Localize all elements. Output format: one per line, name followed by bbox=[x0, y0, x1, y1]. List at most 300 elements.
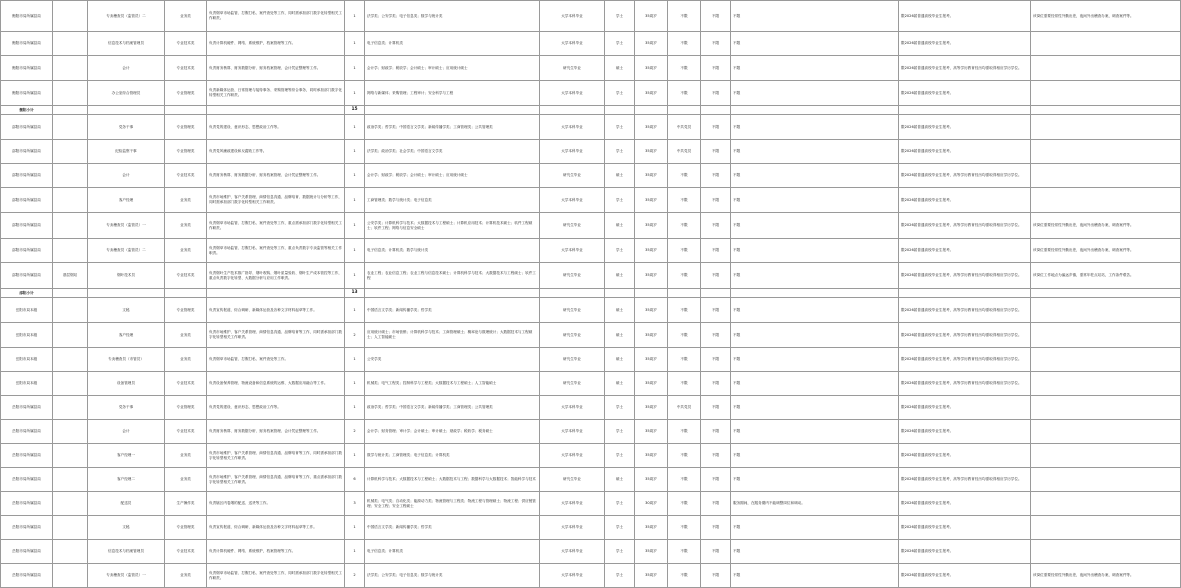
table-row bbox=[1, 263, 1181, 289]
cell-politics: 不限 bbox=[668, 348, 701, 372]
cell-other-req: 不限 bbox=[701, 81, 731, 106]
cell-other-req: 不限 bbox=[701, 492, 731, 516]
cell-other-req: 不限 bbox=[701, 372, 731, 396]
cell-age: 35周岁 bbox=[635, 188, 668, 213]
cell-politics: 不限 bbox=[668, 81, 701, 106]
cell-other-req: 不限 bbox=[701, 564, 731, 588]
cell-age: 35周岁 bbox=[635, 164, 668, 188]
cell-education: 大学本科毕业 bbox=[540, 32, 605, 56]
cell-other-req: 不限 bbox=[701, 323, 731, 348]
cell-politics: 不限 bbox=[668, 323, 701, 348]
cell-note bbox=[1031, 81, 1181, 106]
cell-unit: 邵阳市局所属县局 bbox=[1, 239, 53, 263]
cell-category: 专业管理类 bbox=[165, 140, 207, 164]
cell-age: 35周岁 bbox=[635, 564, 668, 588]
cell-position: 信息技术与档案管理员 bbox=[88, 32, 165, 56]
cell-note bbox=[1031, 32, 1181, 56]
cell-sub-unit bbox=[53, 564, 88, 588]
cell-remark: 限2026届普通高校毕业生报考。 bbox=[899, 188, 1031, 213]
cell-degree: 学士 bbox=[605, 516, 635, 540]
cell-sub-unit bbox=[53, 32, 88, 56]
cell-position: 办公室综合管理员 bbox=[88, 81, 165, 106]
cell-politics: 不限 bbox=[668, 420, 701, 444]
cell-other-req bbox=[701, 289, 731, 298]
cell-remark: 限2026届普通高校毕业生报考。 bbox=[899, 32, 1031, 56]
cell-category: 业务类 bbox=[165, 444, 207, 468]
cell-education: 大学本科毕业 bbox=[540, 540, 605, 564]
cell-major: 工商管理类；数学与统计类；电子信息类 bbox=[365, 188, 540, 213]
cell-note: 该岗位工作地点为偏远乡镇，需常年驻点站站，工作条件艰苦。 bbox=[1031, 263, 1181, 289]
cell-quota: 1 bbox=[345, 213, 365, 239]
cell-note bbox=[1031, 468, 1181, 492]
cell-note bbox=[1031, 492, 1181, 516]
cell-major: 电子信息类；计算机类；数学与统计类 bbox=[365, 239, 540, 263]
cell-category: 业务类 bbox=[165, 564, 207, 588]
cell-position: 配送员 bbox=[88, 492, 165, 516]
cell-position: 文秘 bbox=[88, 298, 165, 323]
cell-other-req: 不限 bbox=[701, 348, 731, 372]
cell-major: 农业工程；农业信息工程；农业工程与信息技术硕士；计算机科学与技术；大数据技术与工程硕士；软件工程 bbox=[365, 263, 540, 289]
cell-special-req bbox=[731, 289, 899, 298]
cell-remark: 限2026届普通高校毕业生报考。 bbox=[899, 140, 1031, 164]
cell-sub-unit bbox=[53, 372, 88, 396]
cell-note bbox=[1031, 115, 1181, 140]
cell-remark: 限2026届普通高校毕业生报考。 bbox=[899, 420, 1031, 444]
cell-remark: 限2026届普通高校毕业生报考。 bbox=[899, 444, 1031, 468]
cell-education: 研究生毕业 bbox=[540, 348, 605, 372]
cell-category: 业务类 bbox=[165, 239, 207, 263]
cell-remark: 限2026届普通高校毕业生报考。 bbox=[899, 516, 1031, 540]
table-row bbox=[1, 81, 1181, 106]
cell-other-req: 不限 bbox=[701, 239, 731, 263]
cell-politics: 不限 bbox=[668, 263, 701, 289]
cell-education: 研究生毕业 bbox=[540, 213, 605, 239]
cell-politics: 中共党员 bbox=[668, 396, 701, 420]
cell-note bbox=[1031, 188, 1181, 213]
cell-major: 法学类；公安学类；电子信息类；数学与统计类 bbox=[365, 564, 540, 588]
cell-quota: 1 bbox=[345, 298, 365, 323]
cell-position: 会计 bbox=[88, 56, 165, 81]
cell-unit: 岳阳市局所属县局 bbox=[1, 468, 53, 492]
cell-remark: 限2026届普通高校毕业生报考，高等学历教育经历均需取得相应学历学位。 bbox=[899, 164, 1031, 188]
cell-position: 客户经理 bbox=[88, 323, 165, 348]
table-body bbox=[1, 1, 1181, 588]
cell-politics: 不限 bbox=[668, 444, 701, 468]
cell-category: 专业管理类 bbox=[165, 396, 207, 420]
cell-category: 专业管理类 bbox=[165, 115, 207, 140]
cell-note: 该岗位需要经常性外勤出差，夜间外出稽查办案，调查案件等。 bbox=[1031, 564, 1181, 588]
cell-politics: 不限 bbox=[668, 492, 701, 516]
cell-age: 30周岁 bbox=[635, 492, 668, 516]
cell-education bbox=[540, 106, 605, 115]
table-row bbox=[1, 372, 1181, 396]
cell-category: 业务类 bbox=[165, 213, 207, 239]
cell-other-req: 不限 bbox=[701, 188, 731, 213]
cell-special-req: 不限 bbox=[731, 263, 899, 289]
cell-note bbox=[1031, 396, 1181, 420]
cell-remark: 限2026届普通高校毕业生报考，高等学历教育经历均需取得相应学历学位。 bbox=[899, 323, 1031, 348]
cell-position bbox=[88, 106, 165, 115]
cell-politics: 不限 bbox=[668, 1, 701, 32]
cell-note bbox=[1031, 298, 1181, 323]
cell-unit: 岳阳市局所属县局 bbox=[1, 420, 53, 444]
cell-category bbox=[165, 106, 207, 115]
cell-politics: 不限 bbox=[668, 372, 701, 396]
cell-degree: 学士 bbox=[605, 188, 635, 213]
cell-degree: 硕士 bbox=[605, 323, 635, 348]
cell-special-req: 不限 bbox=[731, 323, 899, 348]
cell-unit: 邵阳市局所属县局 bbox=[1, 115, 53, 140]
cell-special-req: 不限 bbox=[731, 372, 899, 396]
cell-sub-unit bbox=[53, 444, 88, 468]
cell-quota: 1 bbox=[345, 263, 365, 289]
cell-note bbox=[1031, 516, 1181, 540]
cell-special-req: 服务期间，在服务期内不能调整岗位和调动。 bbox=[731, 492, 899, 516]
cell-position bbox=[88, 289, 165, 298]
cell-age: 35周岁 bbox=[635, 115, 668, 140]
cell-position: 信息技术与档案管理员 bbox=[88, 540, 165, 564]
cell-major: 公安学类 bbox=[365, 348, 540, 372]
cell-quota: 1 bbox=[345, 348, 365, 372]
cell-note bbox=[1031, 444, 1181, 468]
cell-category: 业务类 bbox=[165, 323, 207, 348]
cell-education: 大学本科毕业 bbox=[540, 444, 605, 468]
cell-duties: 负责烟草市场监管、打假打私、案件查处等工作，重点负责数字专卖监管等相关工作职责。 bbox=[207, 239, 345, 263]
cell-remark: 限2026届普通高校毕业生报考，高等学历教育经历均需取得相应学历学位。 bbox=[899, 372, 1031, 396]
cell-duties: 负责辖区内卷烟的配送、送货等工作。 bbox=[207, 492, 345, 516]
cell-major: 法学类；公安学类；电子信息类；数学与统计类 bbox=[365, 1, 540, 32]
cell-politics bbox=[668, 106, 701, 115]
cell-sub-unit: 基层烟站 bbox=[53, 263, 88, 289]
cell-education: 大学本科毕业 bbox=[540, 492, 605, 516]
cell-politics: 中共党员 bbox=[668, 140, 701, 164]
cell-remark bbox=[899, 106, 1031, 115]
cell-unit: 岳阳市局所属县局 bbox=[1, 540, 53, 564]
cell-politics: 不限 bbox=[668, 516, 701, 540]
cell-sub-unit bbox=[53, 106, 88, 115]
cell-sub-unit bbox=[53, 298, 88, 323]
cell-category: 专业管理类 bbox=[165, 516, 207, 540]
cell-education: 大学本科毕业 bbox=[540, 188, 605, 213]
table-row bbox=[1, 213, 1181, 239]
cell-age: 35周岁 bbox=[635, 239, 668, 263]
cell-sub-unit bbox=[53, 323, 88, 348]
cell-duties: 负责宣传报道、综合调研、新媒体运营及各种文字材料起草等工作。 bbox=[207, 516, 345, 540]
cell-major: 政治学类；哲学类；中国语言文学类；新闻传播学类；工商管理类；公共管理类 bbox=[365, 396, 540, 420]
cell-politics: 不限 bbox=[668, 298, 701, 323]
cell-special-req: 不限 bbox=[731, 164, 899, 188]
cell-age bbox=[635, 289, 668, 298]
cell-age: 35周岁 bbox=[635, 323, 668, 348]
cell-sub-unit bbox=[53, 164, 88, 188]
cell-sub-unit bbox=[53, 289, 88, 298]
cell-degree bbox=[605, 289, 635, 298]
table-row bbox=[1, 492, 1181, 516]
cell-other-req: 不限 bbox=[701, 213, 731, 239]
cell-age: 35周岁 bbox=[635, 263, 668, 289]
cell-sub-unit bbox=[53, 115, 88, 140]
cell-duties: 负责党的建设、意识形态、思想政治工作等。 bbox=[207, 115, 345, 140]
cell-other-req: 不限 bbox=[701, 263, 731, 289]
cell-degree: 学士 bbox=[605, 239, 635, 263]
cell-category: 生产操作类 bbox=[165, 492, 207, 516]
cell-sub-unit bbox=[53, 420, 88, 444]
cell-politics: 不限 bbox=[668, 32, 701, 56]
cell-position: 客户经理一 bbox=[88, 444, 165, 468]
cell-duties: 负责市场维护、客户关系管理、商情信息沟通、品牌培育等工作，同时需承担部门数字化转型相关工作职责。 bbox=[207, 323, 345, 348]
cell-remark: 限2026届普通高校毕业生报考。 bbox=[899, 564, 1031, 588]
cell-remark: 限2026届普通高校毕业生报考。 bbox=[899, 492, 1031, 516]
cell-education: 大学本科毕业 bbox=[540, 81, 605, 106]
cell-major: 电子信息类；计算机类 bbox=[365, 540, 540, 564]
cell-remark: 限2026届普通高校毕业生报考。 bbox=[899, 1, 1031, 32]
cell-category: 业务类 bbox=[165, 1, 207, 32]
cell-sub-unit bbox=[53, 516, 88, 540]
cell-category: 专业技术类 bbox=[165, 263, 207, 289]
cell-education: 大学本科毕业 bbox=[540, 115, 605, 140]
cell-position: 会计 bbox=[88, 164, 165, 188]
cell-category: 专业技术类 bbox=[165, 540, 207, 564]
cell-duties: 负责烟草市场监管、打假打私、案件查处等工作，同时需承担部门数字化转型相关工作职责。 bbox=[207, 1, 345, 32]
cell-major bbox=[365, 289, 540, 298]
cell-note bbox=[1031, 372, 1181, 396]
cell-special-req: 不限 bbox=[731, 188, 899, 213]
cell-degree: 硕士 bbox=[605, 372, 635, 396]
cell-note: 该岗位需要经常性外勤出差，夜间外出稽查办案，调查案件等。 bbox=[1031, 213, 1181, 239]
cell-remark: 限2026届普通高校毕业生报考。 bbox=[899, 239, 1031, 263]
cell-duties: 负责市场维护、客户关系管理、商情信息沟通、品牌培育、数据统计与分析等工作，同时需承担部门数字化转型相关工作职责。 bbox=[207, 188, 345, 213]
cell-duties: 负责财务核算、财务数据分析、财务档案管理、会计凭证整理等工作。 bbox=[207, 420, 345, 444]
table-row bbox=[1, 396, 1181, 420]
cell-special-req: 不限 bbox=[731, 420, 899, 444]
cell-duties: 负责党的建设、意识形态、思想政治工作等。 bbox=[207, 396, 345, 420]
cell-position: 专卖稽查员（监管员）一 bbox=[88, 213, 165, 239]
cell-quota: 2 bbox=[345, 564, 365, 588]
cell-major bbox=[365, 106, 540, 115]
cell-note bbox=[1031, 164, 1181, 188]
cell-unit: 岳阳市局本级 bbox=[1, 348, 53, 372]
cell-special-req: 不限 bbox=[731, 32, 899, 56]
cell-politics: 不限 bbox=[668, 213, 701, 239]
cell-other-req: 不限 bbox=[701, 298, 731, 323]
cell-special-req: 不限 bbox=[731, 213, 899, 239]
table-row bbox=[1, 298, 1181, 323]
cell-note: 该岗位需要经常性外勤出差，夜间外出稽查办案，调查案件等。 bbox=[1031, 1, 1181, 32]
cell-category: 业务类 bbox=[165, 188, 207, 213]
cell-degree: 学士 bbox=[605, 140, 635, 164]
cell-major: 公安学类；计算机科学与技术；大数据技术与工程硕士；计算机应用技术；计算机技术硕士；软件工程硕士；软件工程；网络与信息安全硕士 bbox=[365, 213, 540, 239]
cell-quota: 3 bbox=[345, 492, 365, 516]
cell-special-req: 不限 bbox=[731, 81, 899, 106]
cell-special-req: 不限 bbox=[731, 396, 899, 420]
cell-note bbox=[1031, 56, 1181, 81]
cell-unit: 衡阳市局所属县局 bbox=[1, 81, 53, 106]
cell-age: 35周岁 bbox=[635, 213, 668, 239]
cell-position: 客户经理二 bbox=[88, 468, 165, 492]
cell-age: 35周岁 bbox=[635, 444, 668, 468]
cell-position: 党务干事 bbox=[88, 115, 165, 140]
cell-degree: 硕士 bbox=[605, 468, 635, 492]
cell-special-req: 不限 bbox=[731, 298, 899, 323]
cell-degree: 学士 bbox=[605, 81, 635, 106]
cell-education: 研究生毕业 bbox=[540, 323, 605, 348]
table-row bbox=[1, 164, 1181, 188]
cell-degree: 硕士 bbox=[605, 56, 635, 81]
cell-degree: 硕士 bbox=[605, 298, 635, 323]
cell-unit: 邵阳市局所属县局 bbox=[1, 188, 53, 213]
cell-age bbox=[635, 106, 668, 115]
cell-category: 业务类 bbox=[165, 468, 207, 492]
table-row bbox=[1, 32, 1181, 56]
cell-degree: 学士 bbox=[605, 396, 635, 420]
cell-unit: 岳阳市局所属县局 bbox=[1, 564, 53, 588]
cell-sub-unit bbox=[53, 492, 88, 516]
cell-note bbox=[1031, 289, 1181, 298]
cell-education: 研究生毕业 bbox=[540, 468, 605, 492]
cell-remark: 限2026届普通高校毕业生报考，高等学历教育经历均需取得相应学历学位。 bbox=[899, 213, 1031, 239]
cell-major: 数学与统计类；工商管理类；电子信息类；计算机类 bbox=[365, 444, 540, 468]
table-row bbox=[1, 444, 1181, 468]
cell-special-req: 不限 bbox=[731, 348, 899, 372]
cell-category bbox=[165, 289, 207, 298]
cell-remark: 限2026届普通高校毕业生报考，高等学历教育经历均需取得相应学历学位。 bbox=[899, 298, 1031, 323]
cell-position: 专卖稽查员（监管员）二 bbox=[88, 1, 165, 32]
cell-category: 专业技术类 bbox=[165, 32, 207, 56]
cell-unit: 岳阳市局本级 bbox=[1, 323, 53, 348]
cell-age: 35周岁 bbox=[635, 81, 668, 106]
cell-degree: 硕士 bbox=[605, 348, 635, 372]
cell-major: 网络与新媒体；采购管理；工程审计；安全科学与工程 bbox=[365, 81, 540, 106]
cell-special-req: 不限 bbox=[731, 444, 899, 468]
cell-note: 该岗位需要经常性外勤出差，夜间外出稽查办案，调查案件等。 bbox=[1031, 239, 1181, 263]
cell-remark: 限2026届普通高校毕业生报考。 bbox=[899, 396, 1031, 420]
cell-special-req: 不限 bbox=[731, 516, 899, 540]
cell-category: 专业管理类 bbox=[165, 298, 207, 323]
table-row bbox=[1, 239, 1181, 263]
cell-note bbox=[1031, 420, 1181, 444]
cell-education: 大学本科毕业 bbox=[540, 396, 605, 420]
cell-quota: 1 bbox=[345, 372, 365, 396]
cell-degree: 学士 bbox=[605, 540, 635, 564]
cell-sub-unit bbox=[53, 81, 88, 106]
cell-politics: 中共党员 bbox=[668, 115, 701, 140]
cell-duties: 负责财务核算、财务数据分析、财务档案管理、会计凭证整理等工作。 bbox=[207, 164, 345, 188]
cell-age: 35周岁 bbox=[635, 468, 668, 492]
table-row bbox=[1, 540, 1181, 564]
cell-major: 中国语言文学类；新闻传播学类；哲学类 bbox=[365, 298, 540, 323]
cell-quota: 6 bbox=[345, 468, 365, 492]
cell-other-req: 不限 bbox=[701, 115, 731, 140]
cell-category: 专业技术类 bbox=[165, 420, 207, 444]
cell-category: 业务类 bbox=[165, 348, 207, 372]
cell-education: 大学本科毕业 bbox=[540, 239, 605, 263]
cell-sub-unit bbox=[53, 56, 88, 81]
subtotal-row bbox=[1, 106, 1181, 115]
cell-major: 电子信息类；计算机类 bbox=[365, 32, 540, 56]
cell-special-req: 不限 bbox=[731, 468, 899, 492]
cell-education: 大学本科毕业 bbox=[540, 420, 605, 444]
cell-unit: 邵阳市局所属县局 bbox=[1, 164, 53, 188]
cell-politics: 不限 bbox=[668, 56, 701, 81]
cell-remark: 限2026届普通高校毕业生报考，高等学历教育经历均需取得相应学历学位。 bbox=[899, 56, 1031, 81]
cell-degree: 学士 bbox=[605, 444, 635, 468]
cell-duties: 负责烟草市场监管、打假打私、案件查处等工作，同时需承担部门数字化转型相关工作职责。 bbox=[207, 564, 345, 588]
cell-politics: 不限 bbox=[668, 239, 701, 263]
cell-education bbox=[540, 289, 605, 298]
cell-other-req: 不限 bbox=[701, 32, 731, 56]
cell-position: 专卖稽查员（监管员）一 bbox=[88, 564, 165, 588]
cell-politics: 不限 bbox=[668, 564, 701, 588]
cell-duties: 负责烟草市场监管、打假打私、案件查处等工作，重点需承担部门数字化转型相关工作职责。 bbox=[207, 213, 345, 239]
cell-quota: 2 bbox=[345, 323, 365, 348]
cell-age: 35周岁 bbox=[635, 540, 668, 564]
cell-unit: 衡阳小计 bbox=[1, 106, 53, 115]
cell-sub-unit bbox=[53, 540, 88, 564]
cell-sub-unit bbox=[53, 1, 88, 32]
cell-position: 设备管理员 bbox=[88, 372, 165, 396]
cell-duties: 负责党风廉政建设和反腐败工作等。 bbox=[207, 140, 345, 164]
cell-politics bbox=[668, 289, 701, 298]
cell-note bbox=[1031, 323, 1181, 348]
cell-major: 会计学；财政学；税收学；会计硕士；审计硕士；应用统计硕士 bbox=[365, 164, 540, 188]
cell-unit: 邵阳小计 bbox=[1, 289, 53, 298]
cell-age: 35周岁 bbox=[635, 56, 668, 81]
cell-sub-unit bbox=[53, 396, 88, 420]
cell-position: 专卖稽查员（市管员） bbox=[88, 348, 165, 372]
cell-duties: 负责计算机硬件、网络、系统维护，档案管理等工作。 bbox=[207, 32, 345, 56]
cell-education: 大学本科毕业 bbox=[540, 140, 605, 164]
cell-category: 专业技术类 bbox=[165, 372, 207, 396]
table-row bbox=[1, 188, 1181, 213]
cell-age: 35周岁 bbox=[635, 140, 668, 164]
cell-age: 35周岁 bbox=[635, 32, 668, 56]
cell-remark: 限2026届普通高校毕业生报考。 bbox=[899, 115, 1031, 140]
table-row bbox=[1, 1, 1181, 32]
cell-sub-unit bbox=[53, 468, 88, 492]
cell-category: 专业管理类 bbox=[165, 81, 207, 106]
cell-other-req: 不限 bbox=[701, 516, 731, 540]
cell-quota: 1 bbox=[345, 32, 365, 56]
cell-remark: 限2026届普通高校毕业生报考。 bbox=[899, 540, 1031, 564]
cell-quota: 1 bbox=[345, 115, 365, 140]
cell-major: 法学类；政治学类；社会学类；中国语言文学类 bbox=[365, 140, 540, 164]
cell-degree: 学士 bbox=[605, 492, 635, 516]
cell-duties: 负责财务核算、财务数据分析、财务档案管理、会计凭证整理等工作。 bbox=[207, 56, 345, 81]
cell-quota: 1 bbox=[345, 188, 365, 213]
table-row bbox=[1, 56, 1181, 81]
cell-special-req: 不限 bbox=[731, 140, 899, 164]
cell-position: 专卖稽查员（监管员）二 bbox=[88, 239, 165, 263]
cell-politics: 不限 bbox=[668, 164, 701, 188]
cell-duties: 负责新媒体运营、日常管理与接待事务、采购管理等综合事务，同时承担部门数字化转型相关工作职责。 bbox=[207, 81, 345, 106]
cell-other-req: 不限 bbox=[701, 164, 731, 188]
cell-major: 机械类；电气类；自动化类；能源动力类；物流管理与工程类；物流工程与管理硕士；物流工程；供应链管理；安全工程；安全工程硕士 bbox=[365, 492, 540, 516]
cell-duties: 负责烟草市场监管、打假打私、案件查处等工作。 bbox=[207, 348, 345, 372]
cell-politics: 不限 bbox=[668, 188, 701, 213]
table-row bbox=[1, 516, 1181, 540]
cell-special-req bbox=[731, 106, 899, 115]
table-row bbox=[1, 564, 1181, 588]
cell-other-req: 不限 bbox=[701, 540, 731, 564]
table-row bbox=[1, 420, 1181, 444]
cell-note bbox=[1031, 540, 1181, 564]
cell-age: 35周岁 bbox=[635, 372, 668, 396]
cell-position: 党务干事 bbox=[88, 396, 165, 420]
cell-unit: 衡阳市局所属县局 bbox=[1, 1, 53, 32]
cell-unit: 岳阳市局所属县局 bbox=[1, 444, 53, 468]
cell-position: 会计 bbox=[88, 420, 165, 444]
cell-other-req: 不限 bbox=[701, 420, 731, 444]
